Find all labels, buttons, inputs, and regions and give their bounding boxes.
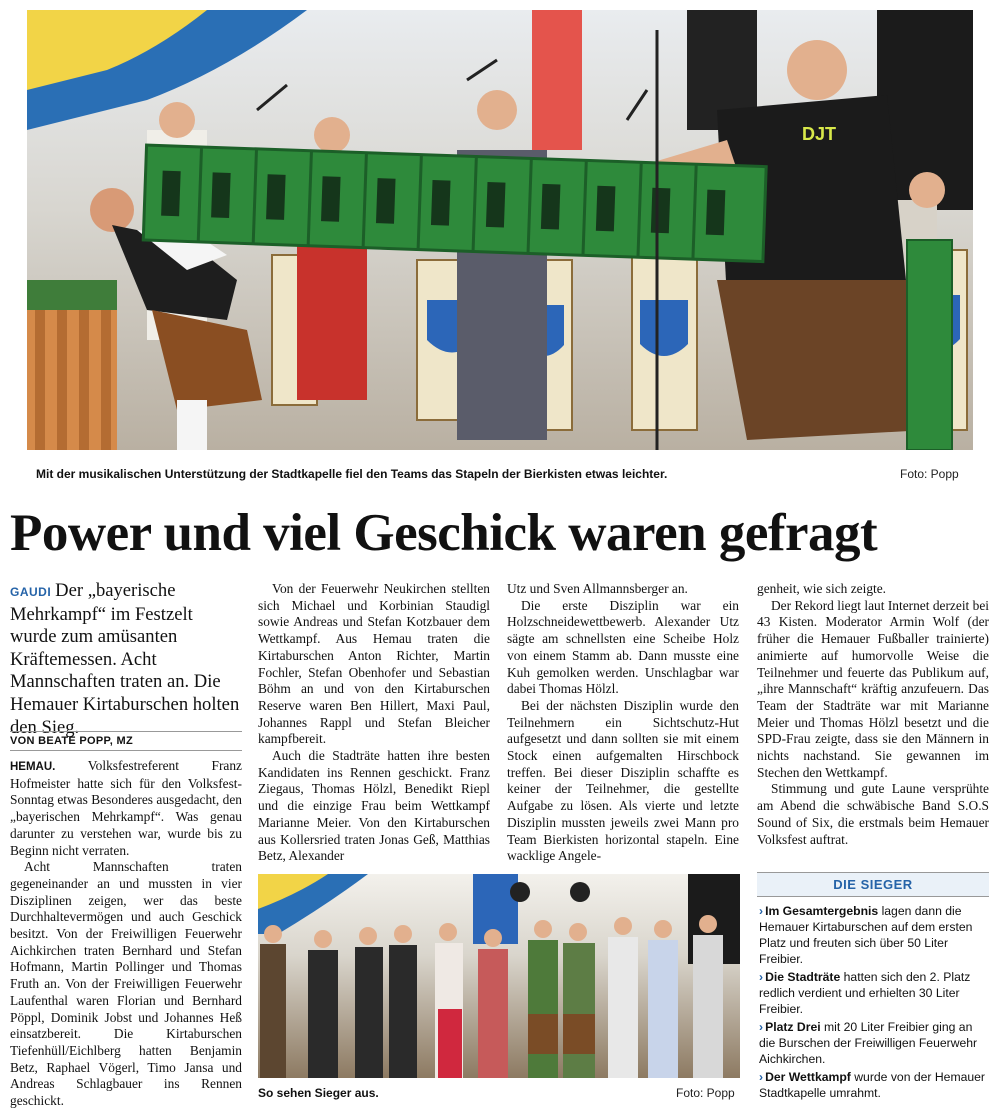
article-column-4 xyxy=(757,581,989,848)
top-photo-caption: Mit der musikalischen Unterstützung der Stadtkapelle fiel den Teams das Stapeln der Bierkisten etwas leichter. xyxy=(36,467,668,481)
article-column-1 xyxy=(10,758,242,1110)
article-paragraph: HEMAU. Volksfestreferent Franz Hofmeister hatte sich für den Volksfest-Sonntag etwas Besonderes ausgedacht, den „bayerischen Mehrkampf“. Was genau darunter zu verstehen war, wurde bis zu Beginn nicht verraten. xyxy=(10,758,243,858)
winner-item: › Die Stadträte hatten sich den 2. Platz redlich verdient und erhielten 30 Liter Freibier. xyxy=(759,970,971,1016)
top-photo-credit: Foto: Popp xyxy=(900,467,959,481)
article-column-2 xyxy=(258,581,490,865)
article-paragraph: Auch die Stadträte hatten ihre besten Kandidaten ins Rennen geschickt. Franz Ziegaus, Thomas Hölzl, Benedikt Riepl und die einzige Frau beim Wettkampf Marianne Meier. Von den Kirtaburschen aus Kollersried traten Jonas Geß, Matthias Betz, Alexander xyxy=(258,748,490,864)
article-column-3 xyxy=(507,581,739,865)
arrow-icon: › xyxy=(759,1020,764,1034)
arrow-icon: › xyxy=(759,1070,764,1084)
lead-text: Der „bayerische Mehrkampf“ im Festzelt wurde zum amüsanten Kräftemessen. Acht Mannschaften traten an. Die Hemauer Kirtaburschen holten den Sieg. xyxy=(10,580,240,738)
winners-group xyxy=(260,915,723,1078)
article-paragraph: Utz und Sven Allmannsberger an. xyxy=(507,581,688,596)
article-paragraph: Die erste Disziplin war ein Holzschneidewettbewerb. Alexander Utz sägte am schnellsten eine Scheibe Holz von einem Stamm ab. Dann musste eine Kuh gemolken werden. Unschlagbar war dabei Thomas Hölzl. xyxy=(507,597,739,697)
winner-item: › Der Wettkampf wurde von der Hemauer Stadtkapelle umrahmt. xyxy=(759,1070,985,1100)
bottom-photo-credit: Foto: Popp xyxy=(676,1086,735,1100)
rubric-label: GAUDI xyxy=(10,585,52,599)
winners-title: DIE SIEGER xyxy=(757,872,989,897)
article-paragraph: Acht Mannschaften traten gegeneinander an und mussten in vier Disziplinen zeigen, wer das beste Durchhaltevermögen und auch Geschick besitzt. Von der Freiwilligen Feuerwehr Aichkirchen traten Bernhard und Stefan Hofmann, Martin Pollinger und Thomas Fruth an. Von der Freiwilligen Feuerwehr Laufenthal waren Florian und Bernhard Pöppl, Dominik Jobst und Johannes Heß einsatzbereit. Die Kirtaburschen Tiefenhüll/Eichlberg hatten Benjamin Betz, Raphael Vögerl, Timo Jansa und Andreas Schlagbauer ins Rennen geschickt. xyxy=(10,859,242,1109)
dateline: HEMAU. xyxy=(10,761,56,773)
article-paragraph: Von der Feuerwehr Neukirchen stellten sich Michael und Korbinian Staudigl sowie Andreas und Stefan Kotzbauer dem Wettkampf. Aus Hemau traten die Kirtaburschen Anton Richter, Martin Fochler, Stefan Obenhofer und Sebastian Böhm an und von den Kirtaburschen Reserve waren Ben Hillert, Maxi Paul, Johannes Rappl und Stefan Bleicher kampfbereit. xyxy=(258,581,490,747)
shirt-text: DJT xyxy=(802,124,837,144)
wooden-fence xyxy=(27,280,117,450)
arrow-icon: › xyxy=(759,904,764,918)
lead-paragraph xyxy=(10,580,242,739)
article-paragraph: Stimmung und gute Laune versprühte am Abend die schwäbische Band S.O.S Sound of Six, die erstmals beim Hemauer Volksfest auftrat. xyxy=(757,781,989,847)
arrow-icon: › xyxy=(759,970,764,984)
headline: Power und viel Geschick waren gefragt xyxy=(10,504,878,562)
article-paragraph: Bei der nächsten Disziplin wurde den Teilnehmern ein Sichtschutz-Hut aufgesetzt und dann sollten sie mit einem Stock einen aufgemalten Hirschbock treffen. Bei dieser Disziplin schaffte es keiner der Teilnehmer, die gestellte Aufgabe zu lösen. Als vierte und letzte Disziplin mussten jeweils zwei Mann pro Team Bierkisten horizontal stapeln. Eine wacklige Angele- xyxy=(507,697,739,864)
bottom-photo xyxy=(258,874,740,1078)
winners-box xyxy=(757,872,989,1103)
beer-crate-stack xyxy=(143,145,766,262)
top-photo-illustration xyxy=(27,10,973,450)
bottom-photo-illustration xyxy=(258,874,740,1078)
top-photo xyxy=(27,10,973,450)
article-paragraph: genheit, wie sich zeigte. xyxy=(757,581,887,596)
byline: VON BEATE POPP, MZ xyxy=(10,731,242,751)
winner-item: › Platz Drei mit 20 Liter Freibier ging an die Burschen der Freiwilligen Feuerwehr Aichkirchen. xyxy=(759,1020,978,1066)
bottom-photo-caption: So sehen Sieger aus. xyxy=(258,1086,379,1100)
article-paragraph: Der Rekord liegt laut Internet derzeit bei 43 Kisten. Moderator Armin Wolf (der früher die Hemauer Fußballer trainierte) animierte auf humorvolle Weise die Teilnehmer und feuerte das Publikum auf, „ihre Mannschaft“ kräftig anzufeuern. Das Team der Stadträte war mit Marianne Meier und Thomas Hölzl besetzt und die SPD-Frau zeigte, dass sie den Männern in nichts nachstand. Sie gewannen im Stechen den Wettkampf. xyxy=(757,597,989,780)
winner-item: › Im Gesamtergebnis lagen dann die Hemauer Kirtaburschen auf dem ersten Platz und freuten sich über 50 Liter Freibier. xyxy=(759,904,973,966)
